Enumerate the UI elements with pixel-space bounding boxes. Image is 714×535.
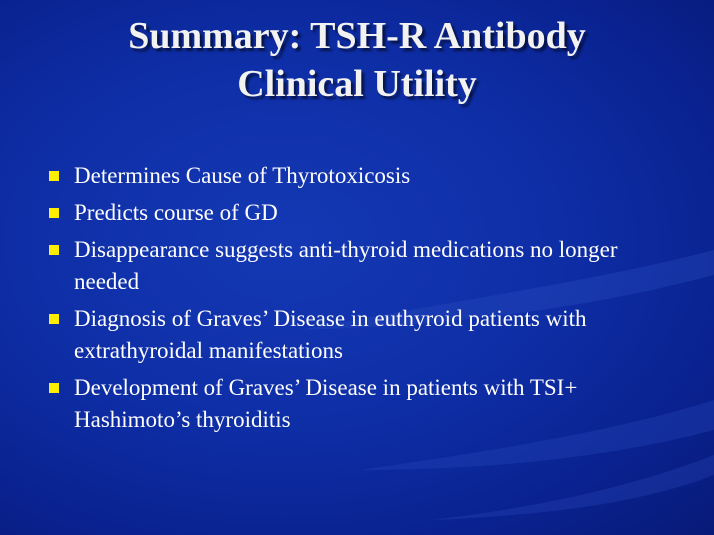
square-bullet-icon (49, 383, 59, 393)
bullet-item (48, 303, 688, 367)
bullet-text: Determines Cause of Thyrotoxicosis (74, 163, 411, 188)
bullet-item (48, 372, 688, 436)
square-bullet-icon (49, 171, 59, 181)
bullet-list (48, 160, 688, 441)
square-bullet-icon (49, 245, 59, 255)
title-line-1: Summary: TSH-R Antibody (128, 15, 586, 57)
square-bullet-icon (49, 208, 59, 218)
square-bullet-icon (49, 314, 59, 324)
slide-title (0, 12, 714, 108)
bullet-text: Diagnosis of Graves’ Disease in euthyroid patients with extrathyroidal manifestations (74, 306, 587, 363)
bullet-text: Predicts course of GD (74, 200, 278, 225)
title-line-2: Clinical Utility (237, 63, 477, 105)
bullet-item (48, 234, 688, 298)
bullet-item (48, 197, 688, 229)
bullet-text: Development of Graves’ Disease in patients with TSI+ Hashimoto’s thyroiditis (74, 375, 578, 432)
bullet-text: Disappearance suggests anti-thyroid medications no longer needed (74, 237, 618, 294)
bullet-item (48, 160, 688, 192)
